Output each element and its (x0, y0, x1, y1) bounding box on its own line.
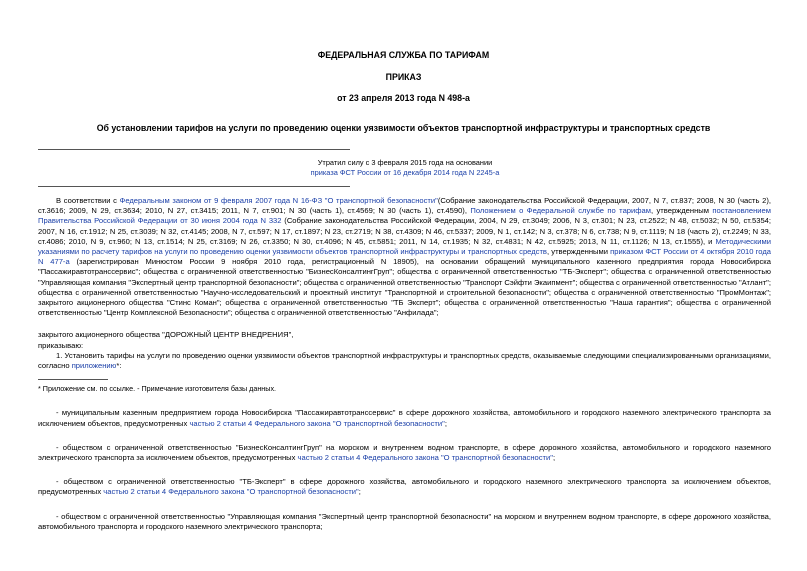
list-item-text: - обществом с ограниченной ответственностью "Управляющая компания "Экспертный центр транспортной безопасности" на морском и внутреннем водном транспорте, в сфере дорожного хозяйства, автомобильного транспорта и городского наземного электрического транспорта; (38, 511, 771, 531)
transport-security-law-link[interactable]: частью 2 статьи 4 Федерального закона "О транспортной безопасности" (103, 487, 359, 497)
preamble-text: (Собрание законодательства Российской Федерации, 2004, N 29, ст.3049; 2006, N 3, ст.301; N 23, ст.2522; N 48, ст.5032; N 50, ст.5354; 2007, N 16, ст.1912; N 25, ст.3039; N 32, ст.4145; 2008, N 7, ст.597; N 17, ст.1897; N 23, ст.2719; N 38, ст.4309; N 46, ст.5337; 2009, N 1, ст.142; N 3, ст.378; N 6, ст.738; N 9, ст.1119; N 18 (часть 2), ст.2249; N 33, ст.4086; 2010, N 9, ст.960; N 13, ст.1514; N 25, ст.3169; N 26, ст.3350; N 30, ст.4096; N 45, ст.5851; 2011, N 14, ст.1935; N 32, ст.4831; N 42, ст.5925; 2013, N 11, ст.1126; N 13, ст.1555), и (38, 216, 772, 246)
methodical-guidelines-link[interactable]: Методическими указаниями по расчету тарифов на услуги по проведению оценки уязвимости объектов транспортной инфраструктуры и транспортных средств (38, 236, 771, 257)
item-1 (38, 351, 771, 371)
list-item-text: - муниципальным казенным предприятием города Новосибирска "Пассажиравтотранссервис" в сфере дорожного хозяйства, автомобильного и городского наземного электрического транспорта за исключением объектов, предусмотренных (38, 408, 771, 428)
list-item-tail: ; (358, 487, 361, 497)
government-decree-link[interactable]: постановлением Правительства Российской Федерации от 30 июня 2004 года N 332 (38, 206, 771, 226)
fst-order-link[interactable]: приказом ФСТ России от 4 октября 2010 года N 477-а (38, 247, 771, 267)
item-1-tail: *: (116, 361, 122, 371)
status-text: Утратил силу с 3 февраля 2015 года на основании (317, 158, 493, 167)
preamble-text: (Собрание законодательства Российской Федерации, 2007, N 7, ст.837; 2008, N 30 (часть 2), ст.3616; 2009, N 29, ст.3634; 2010, N 27, ст.3415; 2011, N 7, ст.901; N 30 (часть 1), ст.4569; N 30 (часть 1), ст.4590), (38, 196, 771, 216)
list-item (38, 477, 771, 497)
preamble-text: В соответствии с (56, 196, 120, 205)
appendix-link[interactable]: приложению (71, 361, 117, 371)
document-type: ПРИКАЗ (385, 72, 422, 82)
list-item (38, 512, 771, 532)
list-item (38, 443, 771, 463)
preamble-text: , утвержденным (650, 206, 713, 216)
list-item-text: - обществом с ограниченной ответственностью "ТБ-Эксперт" в сфере дорожного хозяйства, автомобильного и городского наземного электрического транспорта за исключением объектов, предусмотренных (38, 477, 771, 497)
document-date-number: от 23 апреля 2013 года N 498-а (337, 93, 470, 103)
preamble-paragraph (38, 196, 771, 318)
orders-line: приказываю: (38, 340, 84, 350)
list-item-tail: ; (444, 418, 447, 428)
item-1-text: 1. Установить тарифы на услуги по проведению оценки уязвимости объектов транспортной инфраструктуры и транспортных средств, оказываемые следующими специализированными организациями, согласно (38, 350, 771, 371)
list-item (38, 408, 771, 428)
cjsc-line: закрытого акционерного общества "ДОРОЖНЫЙ ЦЕНТР ВНЕДРЕНИЯ", (38, 330, 294, 340)
transport-security-law-link[interactable]: частью 2 статьи 4 Федерального закона "О транспортной безопасности" (189, 418, 445, 428)
repeal-order-link[interactable]: приказа ФСТ России от 16 декабря 2014 года N 2245-а (310, 168, 500, 177)
status-note (300, 158, 510, 178)
preamble-text: , утвержденными (546, 247, 611, 257)
divider-bottom (38, 186, 350, 187)
transport-security-law-link[interactable]: частью 2 статьи 4 Федерального закона "О транспортной безопасности" (297, 453, 553, 463)
document-body (38, 196, 771, 532)
list-item-tail: ; (552, 453, 556, 463)
fst-regulation-link[interactable]: Положением о Федеральной службе по тарифам (470, 206, 651, 216)
footnote-divider (38, 379, 108, 380)
agency-name: ФЕДЕРАЛЬНАЯ СЛУЖБА ПО ТАРИФАМ (317, 50, 490, 60)
document-title: Об установлении тарифов на услуги по проведению оценки уязвимости объектов транспортной инфраструктуры и транспортных средств (96, 123, 711, 133)
divider-top (38, 149, 350, 150)
preamble-text: (зарегистрирован Минюстом России 9 ноября 2010 года, регистрационный N 18905), на основании обращений муниципального казенного предприятия города Новосибирска "Пассажиравтотранссервис"; общества с ограниченной ответственностью "БизнесКонсалтингГруп"; общества с ограниченной ответственностью "ТБ-Эксперт"; общества с ограниченной ответственностью "Управляющая компания "Экспертный центр транспортной безопасности"; общества с ограниченной ответственностью "Транспорт Сэйфти Экаипмент"; общества с ограниченной ответственностью "Атлант"; общества с ограниченной ответственностью "Научно-исследовательский и проектный институт "Транспортной и строительной безопасности"; общества с ограниченной ответственностью "ПромМонтаж"; закрытого акционерного общества "Стинс Коман"; общества с ограниченной ответственностью "ТБ Эксперт"; общества с ограниченной ответственностью "Наша гарантия"; общества с ограниченной ответственностью "Центр Комплексной Безопасности"; общества с ограниченной ответственностью "Анфилада"; (38, 257, 771, 318)
list-item-text: - обществом с ограниченной ответственностью "БизнесКонсалтингГруп" на морском и внутреннем водном транспорте, в сфере дорожного хозяйства, автомобильного и городского наземного электрического транспорта за исключением объектов, предусмотренных (38, 442, 771, 463)
federal-law-link[interactable]: Федеральным законом от 9 февраля 2007 года N 16-ФЗ "О транспортной безопасности" (119, 196, 438, 205)
footnote: * Приложение см. по ссылке. - Примечание изготовителя базы данных. (38, 384, 277, 394)
